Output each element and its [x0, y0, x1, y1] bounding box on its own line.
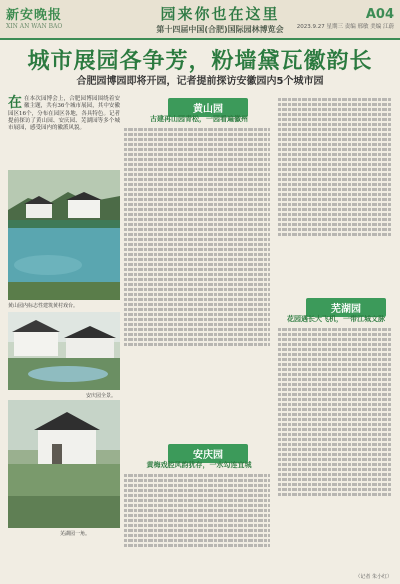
wuhu-garden-image [8, 400, 120, 528]
masthead-subtitle: 第十四届中国(合肥)国际园林博览会 [156, 25, 284, 34]
section-sub-anqing: 黄梅戏腔风韵犹存，一水勾连宜城 [146, 461, 252, 469]
anqing-garden-image [8, 312, 120, 390]
section-logo [6, 4, 62, 30]
section-title-huangshan: 黄山园 [168, 98, 248, 117]
subheadline: 合肥园博园即将开园，记者提前探访安徽园内5个城市园 [76, 76, 324, 87]
huangshan-garden-image [8, 170, 120, 300]
main-photo-caption: 黄山园内标志性建筑黄村戏台。 [8, 303, 79, 309]
lead-paragraph [8, 96, 120, 132]
masthead [0, 0, 400, 40]
text-column-2a [124, 126, 270, 346]
masthead-right [297, 3, 394, 30]
wuhu-photo [8, 400, 120, 528]
page-date: 2023.9.27 星期三 责编 邢敏 美编 江蔚 [296, 24, 394, 30]
lead-text: 在本次园博会上，合肥园博园围绕着安徽主题，共有36个城市展园，其中安徽园区16个，分布在园区各地，各具特色。记者提前探访了黄山园、安庆园、芜湖园等多个城市展园，感受园内的徽派风貌。 [8, 96, 120, 132]
page-number: A04 [365, 7, 394, 22]
text-column-3a [278, 96, 392, 236]
byline: （记者 朱小红） [355, 574, 392, 580]
section-sub: XIN AN WAN BAO [6, 23, 63, 30]
main-photo [8, 170, 120, 300]
section-title-wuhu: 芜湖园 [306, 298, 386, 317]
text-column-2b [124, 472, 270, 547]
drop-cap: 在 [8, 95, 22, 111]
section-sub-huangshan: 古建再山园青松，一园看遍徽州 [150, 115, 248, 123]
wuhu-photo-caption: 芜湖园一角。 [60, 531, 91, 537]
masthead-title: 园来你也在这里 [160, 5, 280, 23]
text-column-3b [278, 326, 392, 496]
section-sub-wuhu: 花园遇长大飞机，一带江城文脉 [287, 315, 385, 323]
headline: 城市展园各争芳，粉墙黛瓦徽韵长 [27, 49, 373, 74]
section-name: 新安晚报 [6, 8, 63, 23]
masthead-center [120, 3, 320, 35]
anqing-photo-caption: 安庆园全景。 [86, 393, 117, 399]
section-title-anqing: 安庆园 [168, 444, 248, 463]
anqing-photo [8, 312, 120, 390]
